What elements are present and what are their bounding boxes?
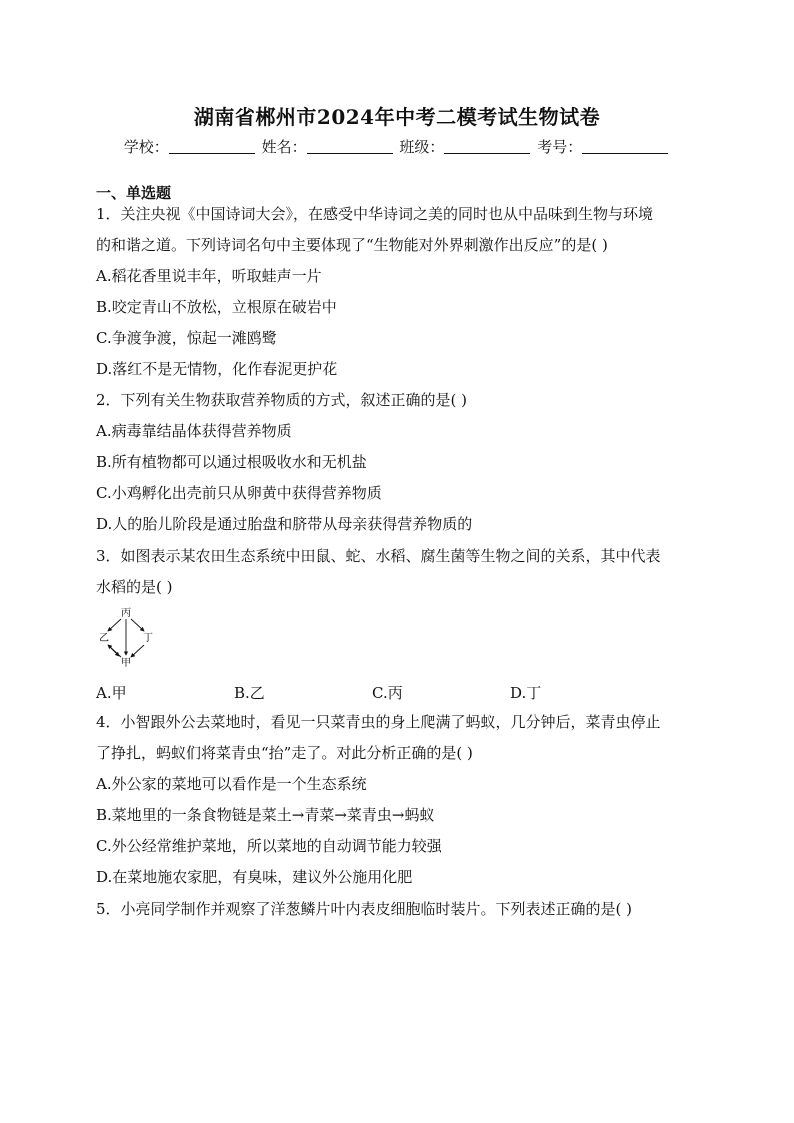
q4-stem-line2: 了挣扎，蚂蚁们将菜青虫“抬”走了。对此分析正确的是( ): [96, 744, 473, 762]
diagram-node-bottom: 甲: [121, 658, 131, 668]
q4-option-d: D.在菜地施农家肥，有臭味，建议外公施用化肥: [96, 868, 413, 886]
q3-option-c: C.丙: [372, 684, 403, 702]
diagram-node-right: 丁: [143, 633, 153, 644]
diagram-node-top: 丙: [121, 608, 131, 619]
q1-option-b: B.咬定青山不放松，立根原在破岩中: [96, 298, 337, 316]
q3-options-row: [96, 682, 716, 702]
diagram-node-left: 乙: [99, 633, 109, 644]
school-label: 学校：: [123, 138, 169, 156]
section-heading: 一、单选题: [96, 184, 172, 202]
q2-option-a: A.病毒靠结晶体获得营养物质: [96, 422, 292, 440]
q4-option-c: C.外公经常维护菜地，所以菜地的自动调节能力较强: [96, 837, 442, 855]
arrow-right-to-bottom: [131, 645, 144, 657]
q3-stem-line2: 水稻的是( ): [96, 578, 173, 596]
q4-option-b: B.菜地里的一条食物链是菜土→青菜→菜青虫→蚂蚁: [96, 806, 435, 824]
q1-option-c: C.争渡争渡，惊起一滩鸥鹭: [96, 329, 277, 347]
q4-option-a: A.外公家的菜地可以看作是一个生态系统: [96, 775, 367, 793]
page-title: 湖南省郴州市2024年中考二模考试生物试卷: [193, 105, 601, 129]
q5-stem: 5．小亮同学制作并观察了洋葱鳞片叶内表皮细胞临时装片。下列表述正确的是( ): [96, 900, 633, 918]
q3-option-d: D.丁: [510, 684, 542, 702]
name-blank[interactable]: [307, 139, 393, 154]
exam-number-label: 考号：: [537, 138, 583, 156]
exam-number-blank[interactable]: [582, 139, 668, 154]
arrow-top-to-right: [131, 619, 144, 631]
q2-stem: 2．下列有关生物获取营养物质的方式，叙述正确的是( ): [96, 391, 468, 409]
q3-option-b: B.乙: [234, 684, 265, 702]
class-label: 班级：: [399, 138, 445, 156]
name-label: 姓名：: [261, 138, 307, 156]
q2-option-b: B.所有植物都可以通过根吸收水和无机盐: [96, 453, 367, 471]
q4-stem-line1: 4．小智跟外公去菜地时，看见一只菜青虫的身上爬满了蚂蚁，几分钟后，菜青虫停止: [96, 713, 661, 731]
q1-option-a: A.稻花香里说丰年，听取蛙声一片: [96, 267, 322, 285]
q3-option-a: A.甲: [96, 684, 127, 702]
school-blank[interactable]: [169, 139, 255, 154]
class-blank[interactable]: [444, 139, 530, 154]
q1-option-d: D.落红不是无情物，化作春泥更护花: [96, 360, 338, 378]
student-info-line: [0, 136, 794, 157]
arrow-top-to-left: [108, 619, 121, 631]
q2-option-c: C.小鸡孵化出壳前只从卵黄中获得营养物质: [96, 484, 382, 502]
q1-stem-line2: 的和谐之道。下列诗词名句中主要体现了“生物能对外界刺激作出反应”的是( ): [96, 236, 608, 254]
q1-stem-line1: 1．关注央视《中国诗词大会》，在感受中华诗词之美的同时也从中品味到生物与环境: [96, 205, 654, 223]
q3-relationship-diagram: [96, 606, 156, 668]
arrow-left-to-bottom: [110, 647, 119, 656]
q2-option-d: D.人的胎儿阶段是通过胎盘和脐带从母亲获得营养物质的: [96, 515, 473, 533]
q3-stem-line1: 3．如图表示某农田生态系统中田鼠、蛇、水稻、腐生菌等生物之间的关系，其中代表: [96, 547, 661, 565]
